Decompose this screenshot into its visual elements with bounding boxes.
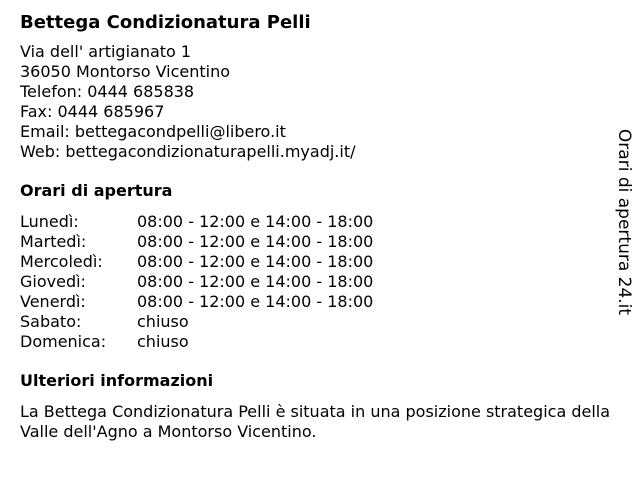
fax-line: Fax: 0444 685967 bbox=[20, 102, 165, 121]
day-hours: 08:00 - 12:00 e 14:00 - 18:00 bbox=[137, 252, 374, 271]
hours-row-tuesday bbox=[20, 232, 620, 252]
day-label: Domenica: bbox=[20, 332, 107, 351]
hours-row-sunday bbox=[20, 332, 620, 352]
more-info-heading: Ulteriori informazioni bbox=[20, 371, 214, 390]
day-label: Mercoledì: bbox=[20, 252, 103, 271]
hours-row-monday bbox=[20, 212, 620, 232]
day-label: Martedì: bbox=[20, 232, 87, 251]
day-hours: chiuso bbox=[137, 312, 189, 331]
day-label: Venerdì: bbox=[20, 292, 86, 311]
more-info-text: La Bettega Condizionatura Pelli è situata in una posizione strategica della Valle dell'Agno a Montorso Vicentino. bbox=[20, 402, 611, 441]
web-line: Web: bettegacondizionaturapelli.myadj.it/ bbox=[20, 142, 356, 161]
day-hours: 08:00 - 12:00 e 14:00 - 18:00 bbox=[137, 292, 374, 311]
phone-line: Telefon: 0444 685838 bbox=[20, 82, 195, 101]
business-name: Bettega Condizionatura Pelli bbox=[20, 12, 311, 33]
business-card bbox=[20, 10, 620, 442]
address-line2: 36050 Montorso Vicentino bbox=[20, 62, 231, 81]
day-hours: 08:00 - 12:00 e 14:00 - 18:00 bbox=[137, 212, 374, 231]
day-hours: 08:00 - 12:00 e 14:00 - 18:00 bbox=[137, 272, 374, 291]
hours-row-wednesday bbox=[20, 252, 620, 272]
contact-block bbox=[20, 42, 620, 162]
day-hours: chiuso bbox=[137, 332, 189, 351]
hours-row-friday bbox=[20, 292, 620, 312]
email-line: Email: bettegacondpelli@libero.it bbox=[20, 122, 286, 141]
opening-hours-heading: Orari di apertura bbox=[20, 181, 173, 200]
day-label: Lunedì: bbox=[20, 212, 79, 231]
site-watermark: Orari di apertura 24.it bbox=[614, 128, 634, 316]
hours-row-thursday bbox=[20, 272, 620, 292]
address-line1: Via dell' artigianato 1 bbox=[20, 42, 192, 61]
day-label: Sabato: bbox=[20, 312, 82, 331]
day-hours: 08:00 - 12:00 e 14:00 - 18:00 bbox=[137, 232, 374, 251]
hours-row-saturday bbox=[20, 312, 620, 332]
opening-hours-table bbox=[20, 212, 620, 352]
day-label: Giovedì: bbox=[20, 272, 86, 291]
